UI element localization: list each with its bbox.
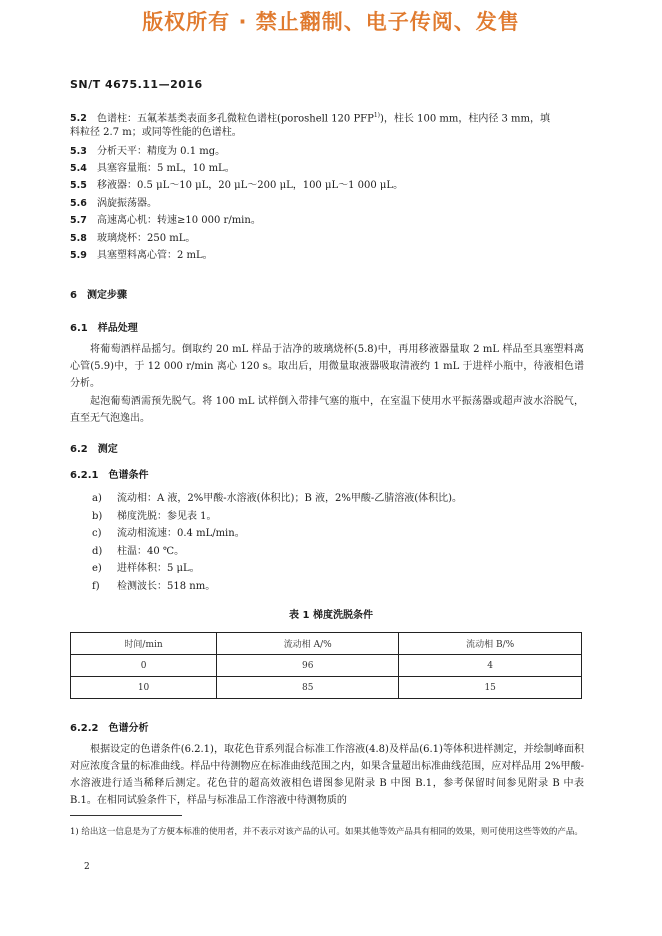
item-5-3 (70, 145, 225, 159)
item-5-2-continuation: 料粒径 2.7 m；或同等性能的色谱柱。 (70, 127, 242, 138)
condition-label: c) (92, 528, 102, 539)
item-5-4 (70, 162, 235, 176)
table-header-row (71, 633, 582, 655)
section-number: 6.2.1 (70, 470, 99, 481)
table-row (71, 677, 582, 699)
section-6-2-1-heading (70, 466, 148, 481)
table-cell: 10 (71, 677, 217, 699)
condition-label: f) (92, 581, 100, 592)
item-5-8 (70, 232, 195, 246)
section-title: 色谱条件 (108, 470, 149, 481)
condition-text: 梯度洗脱：参见表 1。 (117, 511, 217, 522)
condition-text: 流动相流速：0.4 mL/min。 (117, 528, 245, 539)
condition-f (92, 580, 215, 594)
table-cell: 85 (217, 677, 399, 699)
gradient-table (70, 632, 582, 699)
copyright-banner: 版权所有 · 禁止翻制、电子传阅、发售 (142, 10, 520, 34)
section-title: 测定步骤 (86, 290, 127, 301)
section-number: 6.2.2 (70, 723, 99, 734)
item-text: 色谱柱：五氟苯基类表面多孔微粒色谱柱(poroshell 120 PFP (97, 113, 374, 125)
table-cell: 0 (71, 655, 217, 677)
item-5-5 (70, 179, 403, 193)
condition-b (92, 510, 217, 524)
header-time: 时间/min (71, 633, 217, 655)
item-text: 分析天平：精度为 0.1 mg。 (97, 146, 226, 157)
item-text: 高速离心机：转速≥10 000 r/min。 (97, 215, 261, 226)
item-text: 玻璃烧杯：250 mL。 (97, 233, 196, 244)
section-number: 6.2 (70, 444, 88, 455)
section-title: 样品处理 (97, 323, 138, 334)
paragraph-chromatographic-analysis: 根据设定的色谱条件(6.2.1)，取花色苷系列混合标准工作溶液(4.8)及样品(6.1)等体积进样测定，并绘制峰面积对应浓度含量的标准曲线。样品中待测物应在标准曲线范围之内，如果含量超出标准曲线范围，应对样品用 2%甲酸-水溶液进行适当稀释后测定。花色苷的超高效液相色谱图参见附录 B 中图 B.1，参考保留时间参见附录 B 中表 B.1。在相同试验条件下，样品与标准品工作溶液中待测物质的 (70, 744, 584, 806)
standard-number: SN/T 4675.11—2016 (70, 78, 203, 91)
section-6-1-heading (70, 319, 138, 334)
paragraph-sample-prep: 将葡萄酒样品摇匀。倒取约 20 mL 样品于洁净的玻璃烧杯(5.8)中，再用移液器量取 2 mL 样品至具塞塑料离心管(5.9)中，于 12 000 r/min 离心 120 s。取出后，用微量取液器吸取清液约 1 mL 于进样小瓶中，待液相色谱分析。 (70, 344, 584, 389)
section-title: 色谱分析 (108, 723, 149, 734)
item-text: 移液器：0.5 μL～10 μL，20 μL～200 μL，100 μL～1 000 μL。 (97, 180, 404, 191)
item-number: 5.2 (70, 113, 87, 125)
section-title: 测定 (97, 444, 118, 455)
item-number: 5.8 (70, 233, 87, 244)
condition-text: 进样体积：5 μL。 (117, 563, 200, 574)
condition-text: 检测波长：518 nm。 (117, 581, 216, 592)
item-number: 5.4 (70, 163, 87, 174)
item-text-cont: )，柱长 100 mm，柱内径 3 mm，填 (380, 113, 551, 125)
condition-label: a) (92, 493, 102, 504)
page-number: 2 (84, 862, 90, 872)
paragraph-degassing: 起泡葡萄酒需预先脱气。将 100 mL 试样倒入带排气塞的瓶中，在室温下使用水平振荡器或超声波水浴脱气，直至无气泡逸出。 (70, 396, 584, 424)
condition-label: e) (92, 563, 102, 574)
item-5-9 (70, 249, 213, 263)
condition-a (92, 492, 462, 506)
condition-label: b) (92, 511, 103, 522)
item-number: 5.6 (70, 198, 87, 209)
condition-e (92, 562, 200, 576)
table-cell: 4 (399, 655, 582, 677)
condition-label: d) (92, 546, 103, 557)
header-phase-a: 流动相 A/% (217, 633, 399, 655)
item-number: 5.3 (70, 146, 87, 157)
condition-text: 柱温：40 ℃。 (117, 546, 185, 557)
section-number: 6.1 (70, 323, 88, 334)
section-6-2-heading (70, 440, 118, 455)
item-5-6 (70, 197, 157, 211)
item-5-7 (70, 214, 261, 228)
table-cell: 15 (399, 677, 582, 699)
footnote: 1) 给出这一信息是为了方便本标准的使用者，并不表示对该产品的认可。如果其他等效产品具有相同的效果，则可使用这些等效的产品。 (70, 827, 583, 837)
section-6-2-2-heading (70, 719, 148, 734)
item-text: 具塞容量瓶：5 mL，10 mL。 (97, 163, 235, 174)
footnote-ref: 1) (373, 112, 381, 119)
item-number: 5.7 (70, 215, 87, 226)
item-5-2 (70, 109, 550, 126)
item-number: 5.9 (70, 250, 87, 261)
section-6-heading (70, 286, 127, 301)
header-phase-b: 流动相 B/% (399, 633, 582, 655)
condition-c (92, 527, 245, 541)
footnote-divider (70, 815, 182, 816)
item-text: 涡旋振荡器。 (97, 198, 157, 209)
table-row (71, 655, 582, 677)
item-number: 5.5 (70, 180, 87, 191)
condition-d (92, 545, 184, 559)
condition-text: 流动相：A 液，2%甲酸-水溶液(体积比)；B 液，2%甲酸-乙腈溶液(体积比)。 (117, 493, 463, 504)
table-title: 表 1 梯度洗脱条件 (289, 610, 373, 621)
item-text: 具塞塑料离心管：2 mL。 (97, 250, 213, 261)
section-number: 6 (70, 290, 77, 301)
table-cell: 96 (217, 655, 399, 677)
